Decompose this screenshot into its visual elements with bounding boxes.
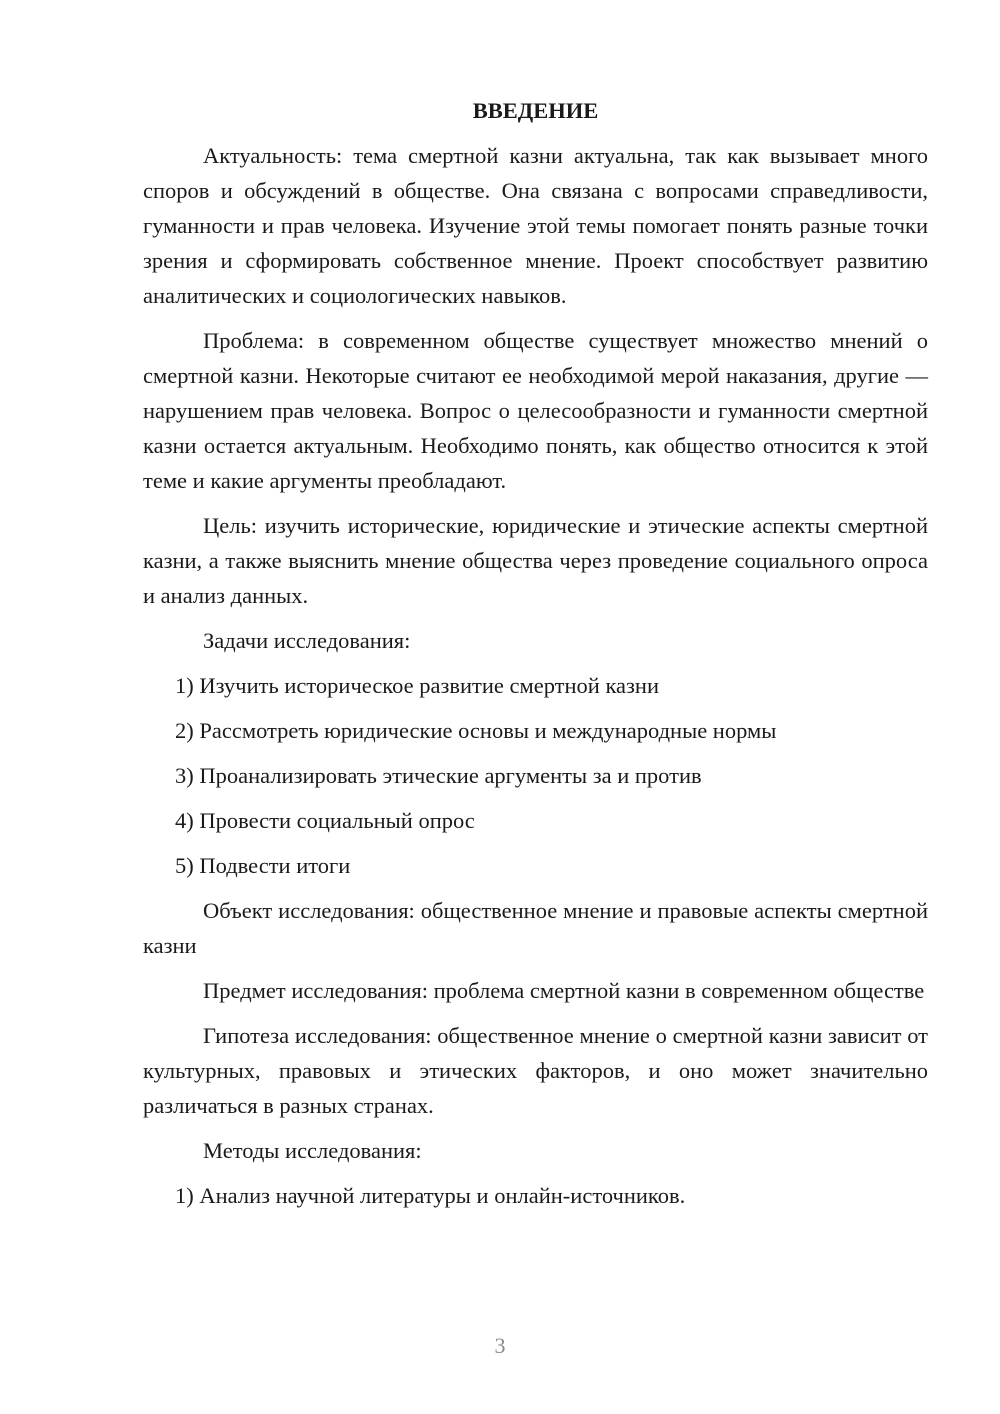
tasks-heading: Задачи исследования: — [203, 628, 411, 653]
page-title: ВВЕДЕНИЕ — [472, 98, 599, 123]
subject-paragraph: Предмет исследования: проблема смертной казни в современном обществе — [203, 978, 925, 1003]
hypothesis-paragraph: Гипотеза исследования: общественное мнение о смертной казни зависит от культурных, правовых и этических факторов, и оно может значительно различаться в разных странах. — [143, 1023, 928, 1118]
methods-heading: Методы исследования: — [203, 1138, 422, 1163]
problem-paragraph: Проблема: в современном обществе существует множество мнений о смертной казни. Некоторые считают ее необходимой мерой наказания, другие — нарушением прав человека. Вопрос о целесообразности и гуманности смертной казни остается актуальным. Необходимо понять, как общество относится к этой теме и какие аргументы преобладают. — [143, 328, 928, 493]
task-item: 2) Рассмотреть юридические основы и международные нормы — [175, 718, 777, 743]
task-item: 3) Проанализировать этические аргументы за и против — [175, 763, 702, 788]
object-paragraph: Объект исследования: общественное мнение и правовые аспекты смертной казни — [143, 898, 928, 958]
goal-paragraph: Цель: изучить исторические, юридические и этические аспекты смертной казни, а также выяснить мнение общества через проведение социального опроса и анализ данных. — [143, 513, 928, 608]
page-content — [143, 95, 928, 1223]
method-item: 1) Анализ научной литературы и онлайн-источников. — [175, 1183, 686, 1208]
task-item: 1) Изучить историческое развитие смертной казни — [175, 673, 660, 698]
page-number: 3 — [494, 1333, 506, 1358]
task-item: 4) Провести социальный опрос — [175, 808, 475, 833]
relevance-paragraph: Актуальность: тема смертной казни актуальна, так как вызывает много споров и обсуждений в обществе. Она связана с вопросами справедливости, гуманности и прав человека. Изучение этой темы помогает понять разные точки зрения и сформировать собственное мнение. Проект способствует развитию аналитических и социологических навыков. — [143, 143, 928, 308]
task-item: 5) Подвести итоги — [175, 853, 351, 878]
